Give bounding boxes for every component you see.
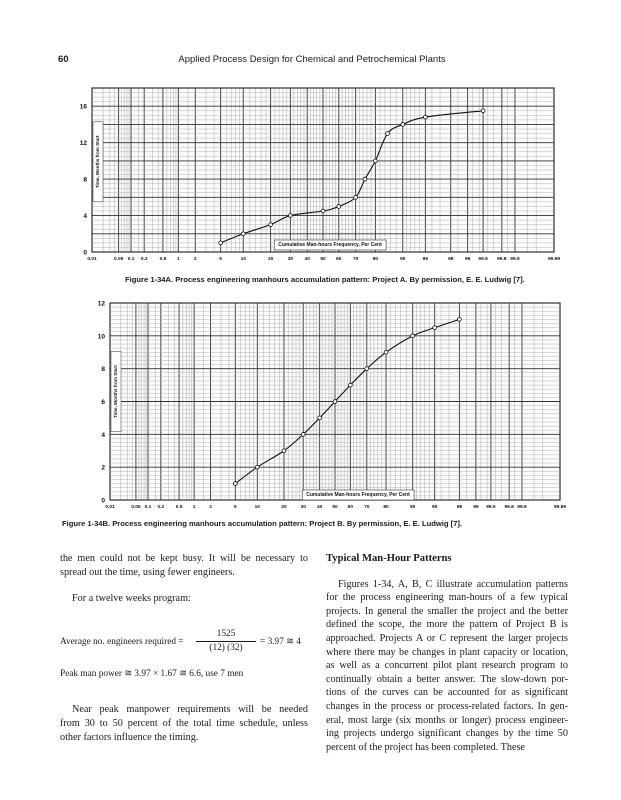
paragraph-line: spread out the time, using fewer engineers. — [60, 566, 235, 578]
x-axis-label: Cumulative Man-hours Frequency, Per Cent — [278, 242, 382, 248]
x-tick-label: 99.5 — [486, 505, 496, 510]
x-tick-label: 5 — [233, 505, 237, 510]
x-tick-label: 0.1 — [127, 257, 135, 262]
paragraph-line: approached. Projects A or C represent the larger projects — [326, 632, 568, 644]
paragraph-line: defined the scope, the more the pattern of Project B is — [326, 619, 568, 631]
paragraph-line: changes in the process or process-related factors. In gen- — [326, 700, 568, 712]
paragraph-line: for the process engineering man-hours of a few typical — [326, 592, 568, 604]
x-tick-label: 0.5 — [175, 505, 183, 510]
data-point — [354, 195, 358, 199]
data-point — [282, 449, 286, 453]
data-point — [219, 241, 223, 245]
y-tick-label: 0 — [83, 249, 87, 257]
x-tick-label: 20 — [281, 505, 287, 510]
data-point — [433, 326, 437, 330]
x-tick-label: 99.99 — [547, 257, 561, 262]
equation-fraction — [196, 628, 256, 656]
x-tick-label: 99 — [473, 505, 479, 510]
y-tick-label: 12 — [97, 300, 105, 308]
x-tick-label: 10 — [254, 505, 260, 510]
x-tick-label: 0.05 — [131, 505, 141, 510]
paragraph-line: from 30 to 50 percent of the total time schedule, unless — [60, 717, 308, 729]
data-point — [348, 383, 352, 387]
y-tick-label: 6 — [101, 399, 105, 406]
y-axis-label: Time, Months from Start — [95, 135, 100, 189]
y-tick-label: 16 — [79, 103, 87, 111]
x-tick-label: 30 — [300, 505, 306, 510]
right-column — [326, 552, 568, 754]
x-tick-label: 0.01 — [87, 257, 97, 262]
data-point — [318, 416, 322, 420]
grid — [92, 88, 554, 252]
x-axis-label: Cumulative Man-hours Frequency, Per Cent — [306, 492, 410, 498]
data-point — [333, 400, 337, 404]
paragraph-line: Near peak manpower requirements will be needed — [72, 704, 308, 716]
y-tick-label: 8 — [101, 366, 105, 374]
x-tick-label: 5 — [219, 257, 222, 262]
x-tick-label: 40 — [304, 257, 310, 262]
fraction-denominator: (12) (32) — [209, 643, 243, 654]
y-axis-label: Time, Months from Start — [113, 365, 118, 419]
x-tick-label: 99 — [464, 257, 471, 262]
x-tick-label: 40 — [316, 505, 323, 510]
y-tick-label: 4 — [101, 431, 105, 439]
x-tick-label: 0.05 — [113, 257, 124, 262]
x-tick-label: 50 — [320, 257, 326, 262]
y-tick-label: 10 — [97, 333, 105, 341]
y-tick-label: 0 — [101, 497, 105, 505]
y-tick-label: 12 — [79, 140, 87, 148]
x-tick-label: 60 — [347, 505, 354, 510]
figure-1-34a-chart — [60, 80, 560, 272]
data-point — [384, 350, 388, 354]
data-point — [365, 367, 369, 371]
x-tick-label: 0.5 — [159, 257, 167, 262]
data-point — [423, 115, 427, 119]
x-tick-label: 60 — [336, 257, 342, 262]
data-point — [255, 465, 259, 469]
x-tick-label: 99.8 — [504, 505, 514, 510]
x-tick-label: 0.2 — [140, 257, 148, 262]
paragraph-line: the men could not be kept busy. It will be necessary to — [60, 553, 308, 564]
x-tick-label: 0.2 — [157, 505, 165, 510]
page-header — [58, 54, 566, 68]
data-point — [233, 482, 237, 486]
x-tick-label: 99.9 — [510, 257, 520, 262]
x-tick-label: 20 — [267, 257, 274, 262]
x-tick-label: 1 — [192, 505, 196, 510]
figure-1-34a-caption: Figure 1-34A. Process engineering manhours accumulation pattern: Project A. By permission, E. E. Ludwig [7]. — [125, 275, 525, 284]
y-tick-label: 8 — [83, 176, 87, 184]
paragraph-line: tions of the curves can be accounted for as significant — [326, 687, 568, 699]
paragraph-line: eral, most large (six months or longer) process engineer- — [326, 714, 568, 726]
data-point — [337, 205, 341, 209]
data-point — [301, 432, 305, 436]
paragraph-line: where there may be changes in plant capacity or location, — [326, 646, 568, 658]
average-engineers-equation — [60, 628, 308, 658]
data-point — [363, 177, 367, 181]
x-tick-label: 98 — [456, 505, 463, 510]
x-tick-label: 50 — [332, 505, 338, 510]
x-tick-label: 80 — [372, 257, 379, 262]
data-point — [458, 318, 462, 322]
x-tick-label: 80 — [383, 505, 389, 510]
x-tick-label: 99.8 — [497, 257, 507, 262]
fraction-numerator: 1525 — [196, 628, 256, 643]
x-tick-label: 10 — [240, 257, 246, 262]
x-tick-label: 90 — [400, 257, 406, 262]
figure-1-34b-caption: Figure 1-34B. Process engineering manhours accumulation pattern: Project B. By permission, E. E. Ludwig [7]. — [62, 519, 463, 528]
peak-manpower-equation: Peak man power ≅ 3.97 × 1.67 ≅ 6.6, use 7 men — [60, 668, 244, 679]
x-tick-label: 95 — [432, 505, 438, 510]
paragraph-line: ing projects undergo significant changes by the time 50 — [326, 728, 568, 740]
x-tick-label: 2 — [193, 257, 197, 262]
running-title: Applied Process Design for Chemical and Petrochemical Plants — [178, 54, 446, 65]
x-tick-label: 2 — [209, 505, 212, 510]
left-column — [60, 552, 308, 744]
paragraph-line: Figures 1-34, A, B, C illustrate accumulation patterns — [338, 578, 568, 590]
x-tick-label: 0.01 — [105, 505, 115, 510]
x-tick-label: 1 — [177, 257, 180, 262]
section-heading: Typical Man-Hour Patterns — [326, 553, 452, 564]
x-tick-label: 70 — [352, 257, 359, 262]
paragraph-line: percent of the project has been completed. These — [326, 741, 525, 753]
x-tick-label: 70 — [364, 505, 370, 510]
x-tick-label: 99.9 — [517, 505, 527, 510]
x-tick-label: 99.5 — [478, 257, 488, 262]
paragraph-line: projects. In general the smaller the project and the better — [326, 605, 568, 617]
paragraph-line: other factors influence the timing. — [60, 731, 199, 743]
data-point — [288, 214, 292, 218]
equation-label: Average no. engineers required = — [60, 636, 184, 647]
data-point — [411, 334, 415, 338]
data-point — [401, 123, 405, 127]
x-tick-label: 99.99 — [553, 505, 567, 510]
x-tick-label: 98 — [448, 257, 454, 262]
y-tick-label: 4 — [83, 213, 87, 221]
data-point — [481, 109, 485, 113]
x-tick-label: 95 — [422, 257, 429, 262]
figure-1-34b-chart — [50, 298, 565, 518]
data-point — [386, 132, 390, 136]
data-point — [373, 159, 377, 163]
x-tick-label: 30 — [287, 257, 294, 262]
data-point — [241, 232, 245, 236]
body-paragraph — [326, 578, 568, 755]
page-number: 60 — [58, 54, 69, 65]
data-point — [269, 223, 273, 227]
paragraph-line: as well as a concurrent pilot plant research program to — [326, 660, 568, 672]
x-tick-label: 90 — [410, 505, 416, 510]
x-tick-label: 0.1 — [144, 505, 152, 510]
paragraph: For a twelve weeks program: — [72, 593, 191, 605]
y-tick-label: 2 — [101, 464, 105, 472]
paragraph-line: continually obtain a better answer. The slow-down por- — [326, 673, 568, 685]
equation-result: = 3.97 ≅ 4 — [260, 636, 301, 647]
data-point — [321, 209, 325, 213]
